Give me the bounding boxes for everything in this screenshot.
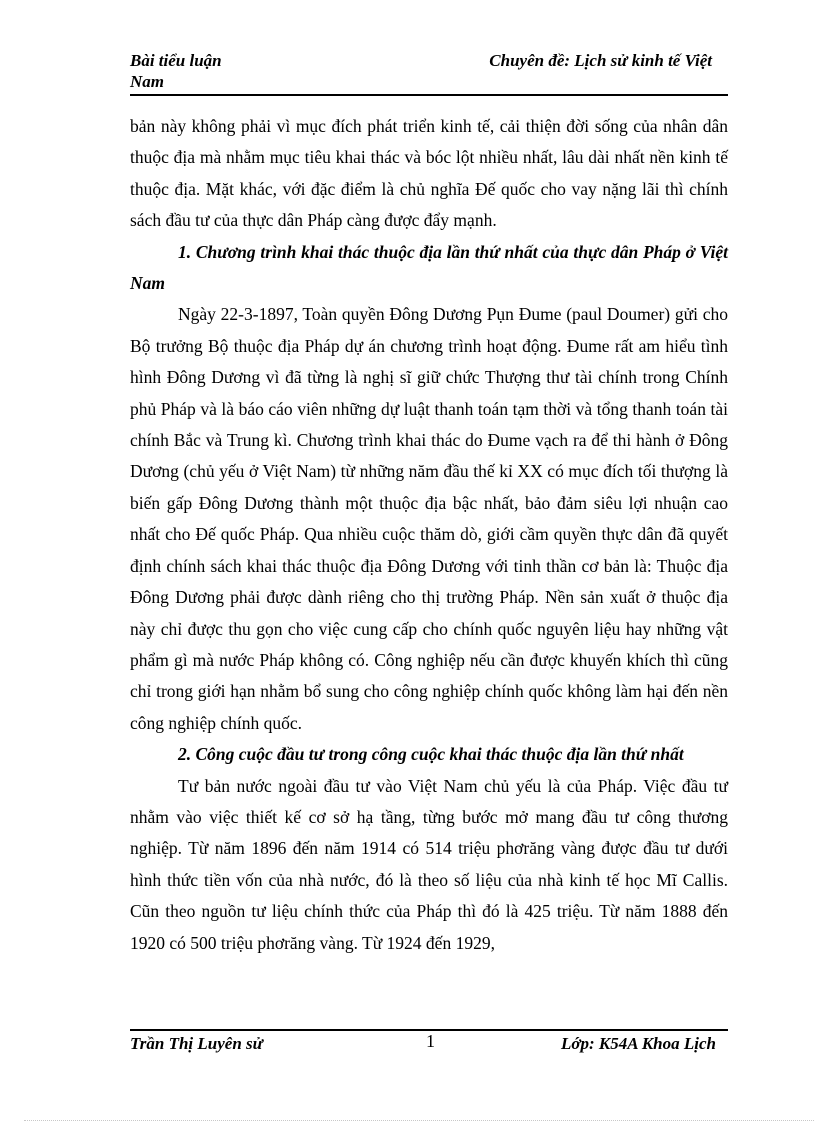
header-left-title: Bài tiểu luận Nam: [130, 51, 222, 91]
body-paragraph-2: Ngày 22-3-1897, Toàn quyền Đông Dương Pụn Đume (paul Doumer) gửi cho Bộ trưởng Bộ thuộc địa Pháp dự án chương trình hoạt động. Đume rất am hiểu tình hình Đông Dương vì đã từng là nghị sĩ giữ chức Thượng thư tài chính trong Chính phủ Pháp và là báo cáo viên những dự luật thanh toán tạm thời và tổng thanh toán tài chính Bắc và Trung kì. Chương trình khai thác do Đume vạch ra để thi hành ở Đông Dương (chủ yếu ở Việt Nam) từ những năm đầu thế kỉ XX có mục đích tối thượng là biến gấp Đông Dương thành một thuộc địa bậc nhất, bảo đảm siêu lợi nhuận cao nhất cho Đế quốc Pháp. Qua nhiều cuộc thăm dò, giới cầm quyền thực dân đã quyết định chính sách khai thác thuộc địa Đông Dương với tinh thần cơ bản là: Thuộc địa Đông Dương phải được dành riêng cho thị trường Pháp. Nền sản xuất ở thuộc địa này chỉ được thu gọn cho việc cung cấp cho chính quốc nguyên liệu hay những vật phẩm gì mà nước Pháp không có. Công nghiệp nếu cần được khuyến khích thì cũng chỉ trong giới hạn nhằm bổ sung cho công nghiệp chính quốc không làm hại đến nền công nghiệp chính quốc.: [130, 304, 728, 733]
footer-class: Lớp: K54A Khoa Lịch: [560, 1034, 716, 1053]
header-right-title: Chuyên đề: Lịch sử kinh tế Việt: [489, 51, 712, 70]
page-body: [130, 111, 728, 959]
page-bottom-dotted-line: [24, 1120, 814, 1121]
page-number: 1: [426, 1031, 435, 1051]
page-header: [130, 50, 728, 94]
header-divider: [130, 94, 728, 96]
section-heading-2: 2. Công cuộc đầu tư trong công cuộc khai thác thuộc địa lần thứ nhất: [178, 744, 684, 765]
footer-author: Trần Thị Luyên sử: [130, 1034, 263, 1053]
body-paragraph-3: Tư bản nước ngoài đầu tư vào Việt Nam chủ yếu là của Pháp. Việc đầu tư nhằm vào việc thiết kế cơ sở hạ tầng, từng bước mở mang đầu tư công thương nghiệp. Từ năm 1896 đến năm 1914 có 514 triệu phơrăng vàng được đầu tư dưới hình thức tiền vốn của nhà nước, đó là theo số liệu của nhà kinh tế học Mĩ Callis. Cũn theo nguồn tư liệu chính thức của Pháp thì đó là 425 triệu. Từ năm 1888 đến 1920 có 500 triệu phơrăng vàng. Từ 1924 đến 1929,: [130, 775, 728, 953]
section-heading-1: 1. Chương trình khai thác thuộc địa lần thứ nhất của thực dân Pháp ở Việt Nam: [130, 241, 728, 294]
page-footer: [130, 1033, 728, 1077]
body-paragraph-1: bản này không phải vì mục đích phát triển kinh tế, cải thiện đời sống của nhân dân thuộc địa mà nhằm mục tiêu khai thác và bóc lột nhiều nhất, lâu dài nhất nền kinh tế thuộc địa. Mặt khác, với đặc điểm là chủ nghĩa Đế quốc cho vay nặng lãi thì chính sách đầu tư của thực dân Pháp càng được đẩy mạnh.: [130, 116, 728, 231]
